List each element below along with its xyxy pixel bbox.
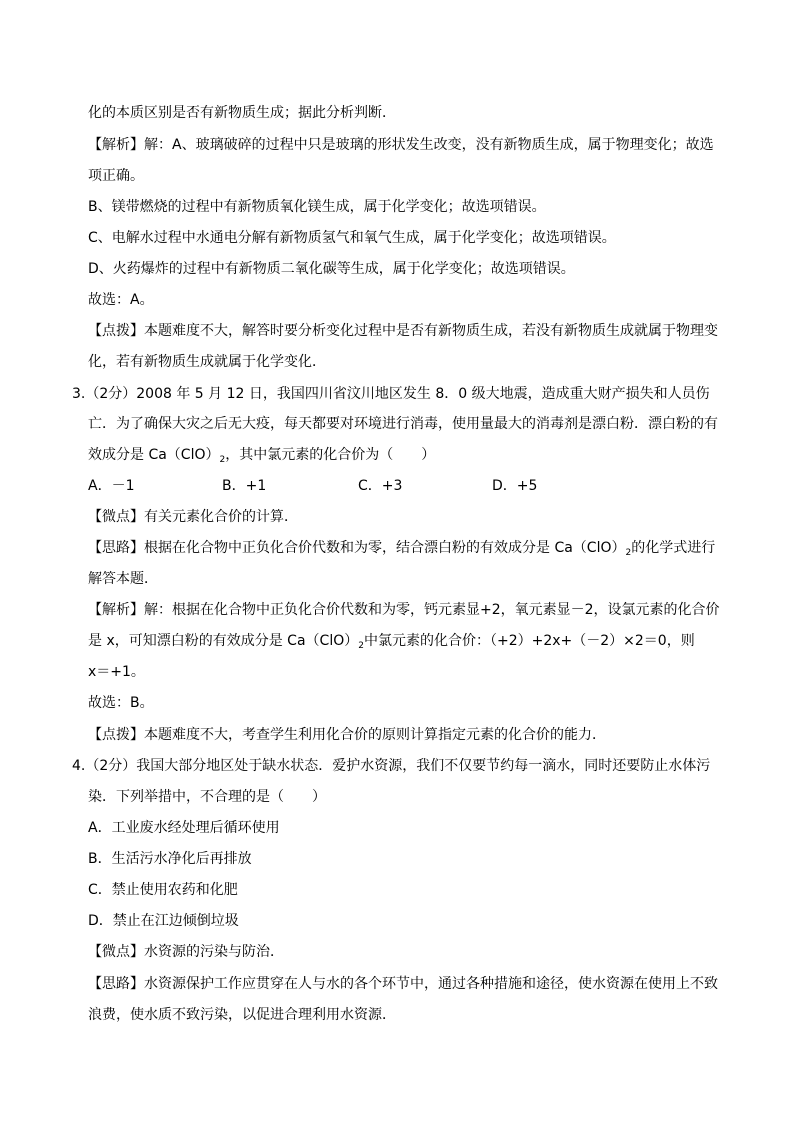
text-line	[88, 725, 606, 745]
subscript: 2	[358, 641, 364, 651]
text-segment: D．禁止在江边倾倒垃圾	[88, 913, 239, 929]
text-segment: 【解析】解：A、玻璃破碎的过程中只是玻璃的形状发生改变，没有新物质生成，属于物理变化；故选	[88, 137, 714, 153]
text-line	[88, 1005, 396, 1025]
text-line	[88, 974, 718, 994]
text-line	[88, 135, 714, 155]
subscript: 2	[625, 548, 632, 558]
text-line	[88, 414, 718, 434]
text-line	[88, 259, 575, 279]
text-segment: A．工业废水经处理后循环使用	[88, 820, 280, 836]
text-segment: 故选：A。	[88, 292, 154, 308]
text-segment: 效成分是 Ca（ClO）	[88, 447, 220, 463]
text-segment: 是 x，可知漂白粉的有效成分是 Ca（ClO）	[88, 633, 359, 649]
text-line	[88, 507, 298, 527]
text-line	[88, 787, 326, 807]
text-segment: 亡．为了确保大灾之后无大疫，每天都要对环境进行消毒，使用量最大的消毒剂是漂白粉．漂白粉的有	[88, 416, 718, 432]
text-segment: 【解析】解：根据在化合物中正负化合价代数和为零，钙元素显+2，氧元素显－2，设氯元素的化合价	[88, 602, 720, 618]
text-segment: 浪费，使水质不致污染，以促进合理利用水资源．	[88, 1007, 396, 1023]
text-segment: C、电解水过程中水通电分解有新物质氢气和氧气生成，属于化学变化；故选项错误。	[88, 230, 616, 246]
text-segment: 【思路】根据在化合物中正负化合价代数和为零，结合漂白粉的有效成分是 Ca（ClO）	[88, 540, 626, 556]
text-segment: 【微点】水资源的污染与防治．	[88, 944, 284, 960]
text-segment: C．禁止使用农药和化肥	[88, 882, 238, 898]
text-line	[88, 600, 720, 620]
answer-option: D．+5	[492, 478, 538, 494]
text-line	[88, 942, 284, 962]
answer-options	[88, 476, 688, 496]
text-segment: 【微点】有关元素化合价的计算．	[88, 509, 298, 525]
answer-option: B．+1	[222, 478, 267, 494]
text-line	[88, 693, 154, 713]
text-segment: 化的本质区别是否有新物质生成；据此分析判断．	[88, 105, 396, 121]
text-line	[88, 197, 546, 217]
text-line	[88, 103, 396, 123]
text-segment: 3.（2分）2008 年 5 月 12 日，我国四川省汶川地区发生 8．0 级大地震，造成重大财产损失和人员伤	[72, 386, 710, 402]
text-segment: 中氯元素的化合价：（+2）+2x+（－2）×2＝0，则	[363, 633, 695, 649]
text-segment: 染．下列举措中，不合理的是（ ）	[88, 789, 326, 805]
text-segment: D、火药爆炸的过程中有新物质二氧化碳等生成，属于化学变化；故选项错误。	[88, 261, 575, 277]
text-segment: ，其中氯元素的化合价为（ ）	[225, 447, 436, 463]
text-line	[88, 228, 616, 248]
text-line	[88, 849, 252, 869]
subscript: 2	[219, 455, 226, 465]
text-segment: x＝+1。	[88, 664, 145, 680]
text-segment: 故选：B。	[88, 695, 154, 711]
text-line	[88, 662, 145, 682]
text-segment: 【点拨】本题难度不大，考查学生利用化合价的原则计算指定元素的化合价的能力．	[88, 727, 606, 743]
text-segment: B．生活污水净化后再排放	[88, 851, 252, 867]
question-stem	[72, 384, 710, 404]
text-segment: 化，若有新物质生成就属于化学变化．	[88, 354, 326, 370]
text-segment: 的化学式进行	[631, 540, 716, 556]
text-line	[88, 352, 326, 372]
text-line	[88, 290, 154, 310]
text-line	[88, 166, 144, 186]
text-line	[88, 911, 239, 931]
answer-option: A．－1	[88, 478, 135, 494]
text-line	[88, 569, 158, 589]
text-segment: B、镁带燃烧的过程中有新物质氧化镁生成，属于化学变化；故选项错误。	[88, 199, 546, 215]
text-line	[88, 818, 280, 838]
text-line	[88, 880, 238, 900]
text-segment: 【思路】水资源保护工作应贯穿在人与水的各个环节中，通过各种措施和途径，使水资源在使用上不致	[88, 976, 718, 992]
text-segment: 项正确。	[88, 168, 144, 184]
text-segment: 解答本题．	[88, 571, 158, 587]
text-segment: 【点拨】本题难度不大，解答时要分析变化过程中是否有新物质生成，若没有新物质生成就属于物理变	[88, 323, 718, 339]
text-line	[88, 445, 435, 465]
text-line	[88, 631, 695, 651]
text-line	[88, 538, 715, 558]
answer-option: C．+3	[358, 478, 403, 494]
question-stem	[72, 756, 710, 776]
text-segment: 4.（2分）我国大部分地区处于缺水状态．爱护水资源，我们不仅要节约每一滴水，同时还要防止水体污	[72, 758, 711, 774]
text-line	[88, 321, 718, 341]
